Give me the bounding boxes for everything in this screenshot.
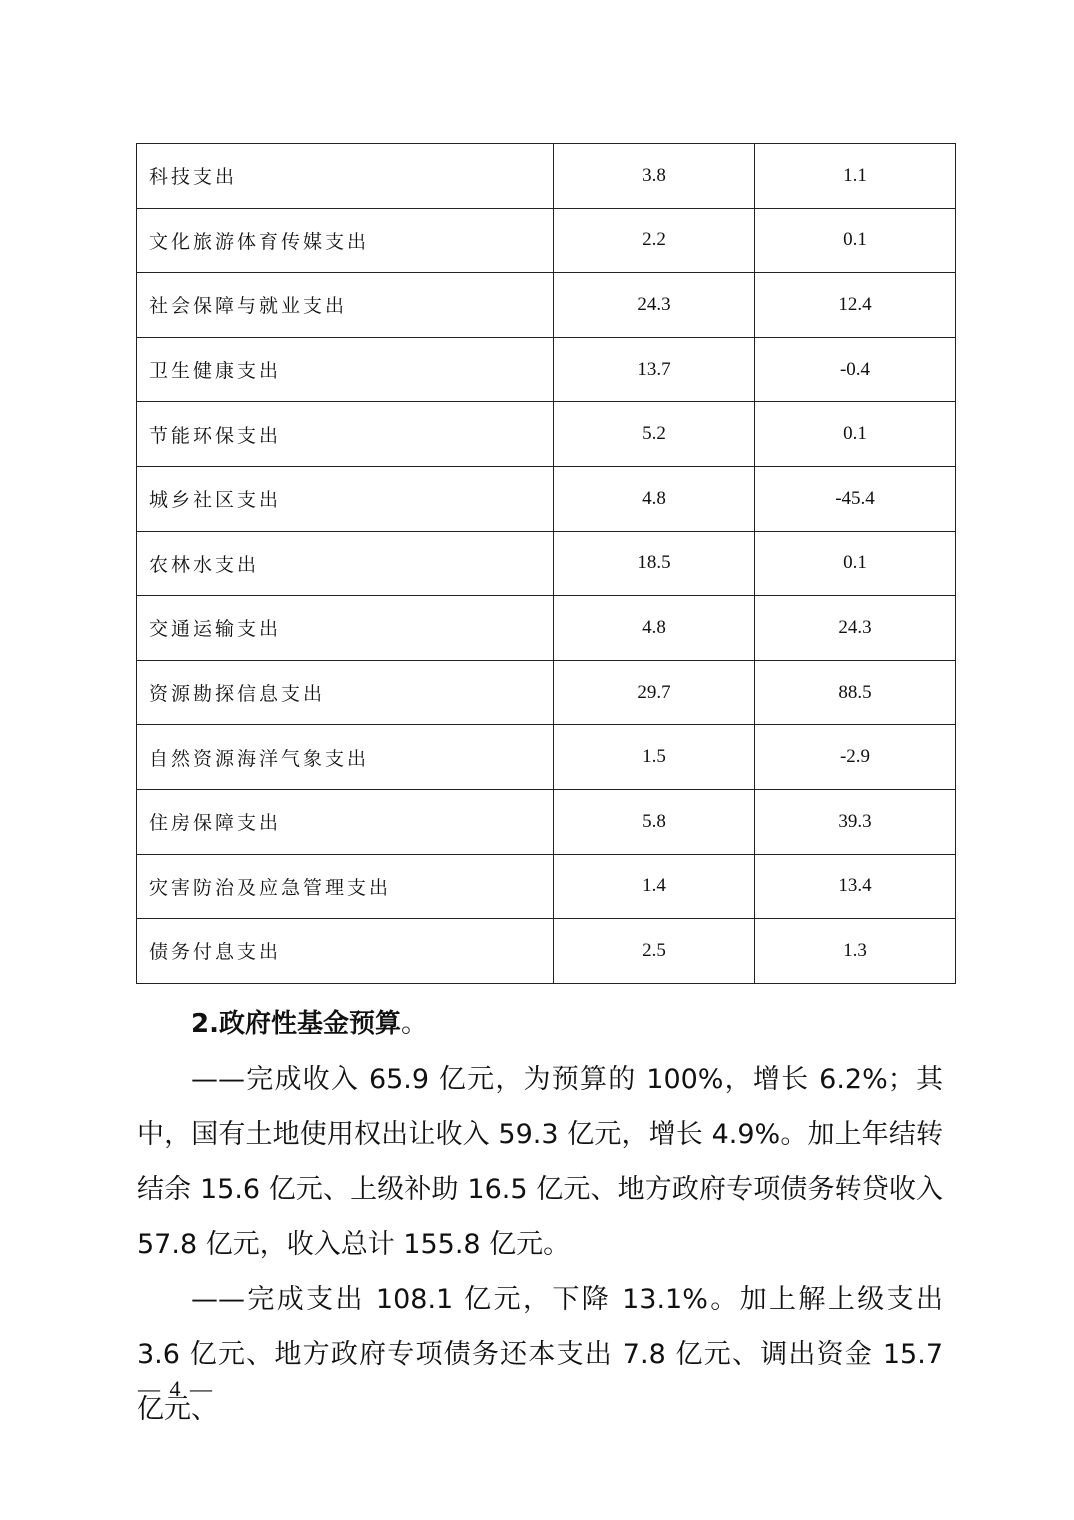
row-name: 城乡社区支出 (137, 466, 554, 531)
row-amount: 5.2 (554, 402, 755, 467)
row-amount: 29.7 (554, 660, 755, 725)
row-growth: 12.4 (755, 273, 956, 338)
table-row (137, 919, 956, 984)
table-row (137, 208, 956, 273)
row-name: 社会保障与就业支出 (137, 273, 554, 338)
row-name: 文化旅游体育传媒支出 (137, 208, 554, 273)
row-amount: 5.8 (554, 789, 755, 854)
table-row (137, 273, 956, 338)
table-row (137, 660, 956, 725)
section-heading: 2.政府性基金预算 (191, 1009, 401, 1039)
row-name: 科技支出 (137, 144, 554, 209)
table-row (137, 402, 956, 467)
row-growth: -45.4 (755, 466, 956, 531)
row-growth: 0.1 (755, 208, 956, 273)
expenditure-paragraph: ——完成支出 108.1 亿元，下降 13.1%。加上解上级支出 3.6 亿元、地方政府专项债务还本支出 7.8 亿元、调出资金 15.7 亿元、 (137, 1284, 943, 1425)
table-row (137, 854, 956, 919)
table-row (137, 466, 956, 531)
row-name: 资源勘探信息支出 (137, 660, 554, 725)
row-amount: 2.5 (554, 919, 755, 984)
row-growth: 13.4 (755, 854, 956, 919)
row-amount: 24.3 (554, 273, 755, 338)
row-name: 住房保障支出 (137, 789, 554, 854)
revenue-paragraph: ——完成收入 65.9 亿元，为预算的 100%，增长 6.2%；其中，国有土地使用权出让收入 59.3 亿元，增长 4.9%。加上年结转结余 15.6 亿元、上级补助 16.5 亿元、地方政府专项债务转贷收入 57.8 亿元，收入总计 155.8 亿元。 (137, 1064, 943, 1260)
row-amount: 4.8 (554, 466, 755, 531)
row-amount: 4.8 (554, 596, 755, 661)
row-amount: 2.2 (554, 208, 755, 273)
row-growth: 0.1 (755, 402, 956, 467)
heading-punctuation: 。 (400, 1008, 428, 1039)
row-name: 灾害防治及应急管理支出 (137, 854, 554, 919)
table-row (137, 789, 956, 854)
row-name: 卫生健康支出 (137, 337, 554, 402)
row-amount: 18.5 (554, 531, 755, 596)
row-growth: -2.9 (755, 725, 956, 790)
row-amount: 13.7 (554, 337, 755, 402)
row-amount: 1.4 (554, 854, 755, 919)
row-name: 债务付息支出 (137, 919, 554, 984)
row-name: 自然资源海洋气象支出 (137, 725, 554, 790)
row-growth: -0.4 (755, 337, 956, 402)
row-growth: 0.1 (755, 531, 956, 596)
row-growth: 1.3 (755, 919, 956, 984)
row-growth: 88.5 (755, 660, 956, 725)
body-text (137, 996, 943, 1437)
expenditure-table (136, 143, 956, 984)
section-heading-line (137, 996, 943, 1052)
row-growth: 1.1 (755, 144, 956, 209)
page-number: — 4 — (138, 1376, 214, 1401)
row-name: 节能环保支出 (137, 402, 554, 467)
table-row (137, 337, 956, 402)
table-row (137, 531, 956, 596)
row-amount: 1.5 (554, 725, 755, 790)
row-name: 交通运输支出 (137, 596, 554, 661)
table-row (137, 144, 956, 209)
row-growth: 24.3 (755, 596, 956, 661)
row-amount: 3.8 (554, 144, 755, 209)
row-growth: 39.3 (755, 789, 956, 854)
table-row (137, 596, 956, 661)
table-row (137, 725, 956, 790)
row-name: 农林水支出 (137, 531, 554, 596)
